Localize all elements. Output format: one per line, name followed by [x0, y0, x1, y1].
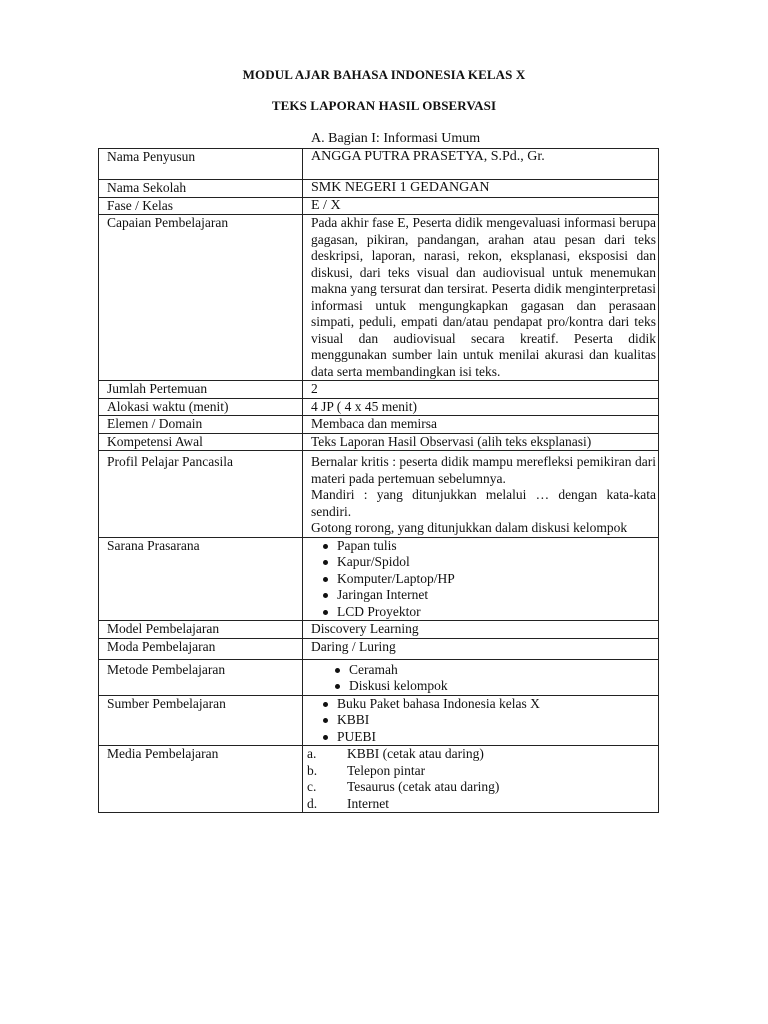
row-label: Sumber Pembelajaran: [99, 695, 303, 746]
table-row: [99, 416, 659, 434]
list-item: KBBI: [337, 712, 656, 729]
table-row: [99, 381, 659, 399]
row-label: Moda Pembelajaran: [99, 638, 303, 659]
list-item: Ceramah: [349, 662, 656, 679]
row-value: ANGGA PUTRA PRASETYA, S.Pd., Gr.: [303, 149, 659, 180]
metode-list: [311, 662, 656, 695]
row-value: [303, 695, 659, 746]
row-label: Nama Penyusun: [99, 149, 303, 180]
list-item: PUEBI: [337, 729, 656, 746]
list-item: Papan tulis: [337, 538, 656, 555]
table-row: [99, 451, 659, 538]
item-number: a.: [307, 746, 317, 761]
row-value: Membaca dan memirsa: [303, 416, 659, 434]
list-item: Buku Paket bahasa Indonesia kelas X: [337, 696, 656, 713]
media-list: [307, 746, 656, 812]
row-label: Capaian Pembelajaran: [99, 215, 303, 381]
row-label: Jumlah Pertemuan: [99, 381, 303, 399]
row-value: 2: [303, 381, 659, 399]
row-value: Discovery Learning: [303, 621, 659, 639]
list-item: Komputer/Laptop/HP: [337, 571, 656, 588]
table-row: [99, 197, 659, 215]
list-item: Kapur/Spidol: [337, 554, 656, 571]
list-item: Jaringan Internet: [337, 587, 656, 604]
row-label: Model Pembelajaran: [99, 621, 303, 639]
list-item: [307, 779, 656, 796]
row-value: E / X: [303, 197, 659, 215]
table-row: [99, 180, 659, 198]
table-row: [99, 398, 659, 416]
sarana-list: [311, 538, 656, 621]
item-text: Internet: [347, 795, 389, 811]
item-text: KBBI (cetak atau daring): [347, 746, 484, 761]
document-subtitle: TEKS LAPORAN HASIL OBSERVASI: [271, 98, 497, 113]
sumber-list: [311, 696, 656, 746]
list-item: LCD Proyektor: [337, 604, 656, 621]
row-label: Profil Pelajar Pancasila: [99, 451, 303, 538]
table-row: [99, 215, 659, 381]
item-number: d.: [307, 795, 318, 811]
item-text: Telepon pintar: [347, 762, 426, 778]
table-row: [99, 659, 659, 695]
info-table: [98, 148, 659, 813]
table-row: [99, 433, 659, 451]
row-label: Media Pembelajaran: [99, 746, 303, 813]
row-label: Kompetensi Awal: [99, 433, 303, 451]
table-row: [99, 621, 659, 639]
row-value: SMK NEGERI 1 GEDANGAN: [303, 180, 659, 198]
table-row: [99, 537, 659, 621]
row-value: 4 JP ( 4 x 45 menit): [303, 398, 659, 416]
row-label: Elemen / Domain: [99, 416, 303, 434]
item-number: c.: [307, 779, 317, 794]
document-title: MODUL AJAR BAHASA INDONESIA KELAS X: [242, 67, 526, 82]
list-item: Diskusi kelompok: [349, 678, 656, 695]
row-value: Pada akhir fase E, Peserta didik mengevaluasi informasi berupa gagasan, pikiran, pandangan, arahan atau pesan dari teks deskripsi, laporan, narasi, rekon, eksplanasi, eksposisi dan diskusi, dari teks visual dan audiovisual untuk menemukan makna yang tersurat dan tersirat. Peserta didik menginterpretasi informasi untuk mengungkapkan gagasan dan perasaan simpati, peduli, empati dan/atau pendapat pro/kontra dari teks visual dan audiovisual secara kreatif. Peserta didik menggunakan sumber lain untuk menilai akurasi dan kualitas data serta membandingkan isi teks.: [303, 215, 659, 381]
table-row: [99, 149, 659, 180]
item-text: Tesaurus (cetak atau daring): [347, 779, 500, 794]
profil-item: Gotong rorong, yang ditunjukkan dalam diskusi kelompok: [311, 520, 628, 535]
table-row: [99, 638, 659, 659]
row-label: Alokasi waktu (menit): [99, 398, 303, 416]
table-row: [99, 746, 659, 813]
row-label: Nama Sekolah: [99, 180, 303, 198]
row-value: Teks Laporan Hasil Observasi (alih teks eksplanasi): [303, 433, 659, 451]
row-value: [303, 746, 659, 813]
item-number: b.: [307, 762, 318, 778]
list-item: [307, 746, 656, 763]
row-label: Sarana Prasarana: [99, 537, 303, 621]
list-item: [307, 796, 656, 813]
row-value: Daring / Luring: [303, 638, 659, 659]
row-label: Metode Pembelajaran: [99, 659, 303, 695]
row-label: Fase / Kelas: [99, 197, 303, 215]
list-item: [307, 763, 656, 780]
row-value: [303, 537, 659, 621]
profil-item: Bernalar kritis : peserta didik mampu merefleksi pemikiran dari materi pada pertemuan sebelumnya.: [311, 454, 656, 486]
profil-item: Mandiri : yang ditunjukkan melalui … dengan kata-kata sendiri.: [311, 487, 656, 519]
table-row: [99, 695, 659, 746]
section-heading: A. Bagian I: Informasi Umum: [311, 131, 481, 146]
row-value: [303, 451, 659, 538]
row-value: [303, 659, 659, 695]
